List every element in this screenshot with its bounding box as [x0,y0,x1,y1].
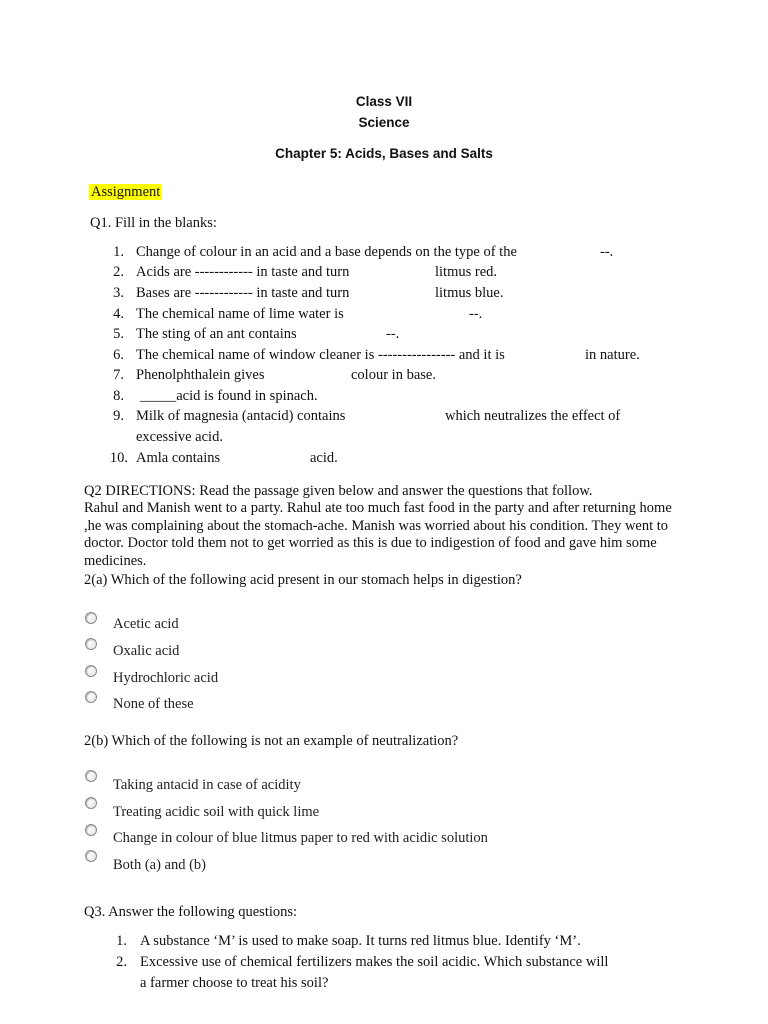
q1-item-tail: litmus red. [435,264,498,280]
q1-item-text: The chemical name of window cleaner is ---------------- and it is [136,347,505,363]
q1-item-tail: --. [386,326,400,342]
radio-icon[interactable] [85,665,97,677]
q1-item-text: Acids are ------------ in taste and turn [136,264,350,280]
q1-item-tail: --. [469,306,483,322]
q1-item-number: 5. [113,326,124,342]
q3-title: Q3. Answer the following questions: [84,904,298,920]
q3-item-text: Excessive use of chemical fertilizers makes the soil acidic. Which substance will [140,954,609,970]
q1-item-tail: which neutralizes the effect of [445,408,621,424]
q1-item-text: The sting of an ant contains [136,326,297,342]
option-label: None of these [113,696,194,712]
radio-icon[interactable] [85,638,97,650]
q1-item-text: The chemical name of lime water is [136,306,344,322]
q3-item-text: A substance ‘M’ is used to make soap. It turns red litmus blue. Identify ‘M’. [140,933,581,949]
q3-item-number: 1. [116,933,127,949]
option-label: Treating acidic soil with quick lime [113,804,320,820]
q1-item-tail: in nature. [585,347,640,363]
assignment-label [89,184,162,201]
option-label: Acetic acid [113,616,179,632]
q1-item-text: _____acid is found in spinach. [140,388,318,404]
q1-item-text: Amla contains [136,450,221,466]
q2a-question: 2(a) Which of the following acid present in our stomach helps in digestion? [84,572,522,588]
q1-item-tail: litmus blue. [435,285,504,301]
q1-item-text: Change of colour in an acid and a base depends on the type of the [136,244,517,260]
q1-item-number: 7. [113,367,124,383]
q2b-question: 2(b) Which of the following is not an example of neutralization? [84,733,459,749]
q2-passage: Rahul and Manish went to a party. Rahul ate too much fast food in the party and after returning home ,he was complaining about the stomach-ache. Manish was worried about his condition. They went to doctor. Doctor told them not to get worried as this is due to indigestion of food and gave him some medicines. [84,500,672,569]
q1-item-number: 8. [113,388,124,404]
option-label: Both (a) and (b) [113,857,207,873]
q3-item-number: 2. [116,954,127,970]
radio-icon[interactable] [85,850,97,862]
q2-directions: Q2 DIRECTIONS: Read the passage given below and answer the questions that follow. [84,483,593,499]
option-label: Change in colour of blue litmus paper to red with acidic solution [113,830,488,846]
radio-icon[interactable] [85,612,97,624]
q1-item-number: 1. [113,244,124,260]
option-label: Taking antacid in case of acidity [113,777,301,793]
q1-item-tail: acid. [310,450,338,466]
q1-item-text: Phenolphthalein gives [136,367,265,383]
q3-item-continuation: a farmer choose to treat his soil? [140,975,329,991]
radio-icon[interactable] [85,797,97,809]
q1-item-number: 6. [113,347,124,363]
q1-item-tail: colour in base. [351,367,436,383]
q1-item-text: Milk of magnesia (antacid) contains [136,408,346,424]
subject-heading: Science [358,115,410,130]
q1-item-number: 2. [113,264,124,280]
chapter-heading: Chapter 5: Acids, Bases and Salts [275,146,493,161]
q1-item-number: 3. [113,285,124,301]
q1-item-number: 4. [113,306,124,322]
radio-icon[interactable] [85,770,97,782]
q1-item-tail: --. [600,244,614,260]
q1-item-continuation: excessive acid. [136,429,223,445]
q1-title: Q1. Fill in the blanks: [90,215,217,231]
q1-item-number: 10. [109,450,128,466]
q1-item-number: 9. [113,408,124,424]
radio-icon[interactable] [85,824,97,836]
option-label: Hydrochloric acid [113,670,219,686]
assignment-highlight: Assignment [91,184,161,200]
class-heading: Class VII [355,94,413,109]
radio-icon[interactable] [85,691,97,703]
q1-item-text: Bases are ------------ in taste and turn [136,285,350,301]
option-label: Oxalic acid [113,643,180,659]
